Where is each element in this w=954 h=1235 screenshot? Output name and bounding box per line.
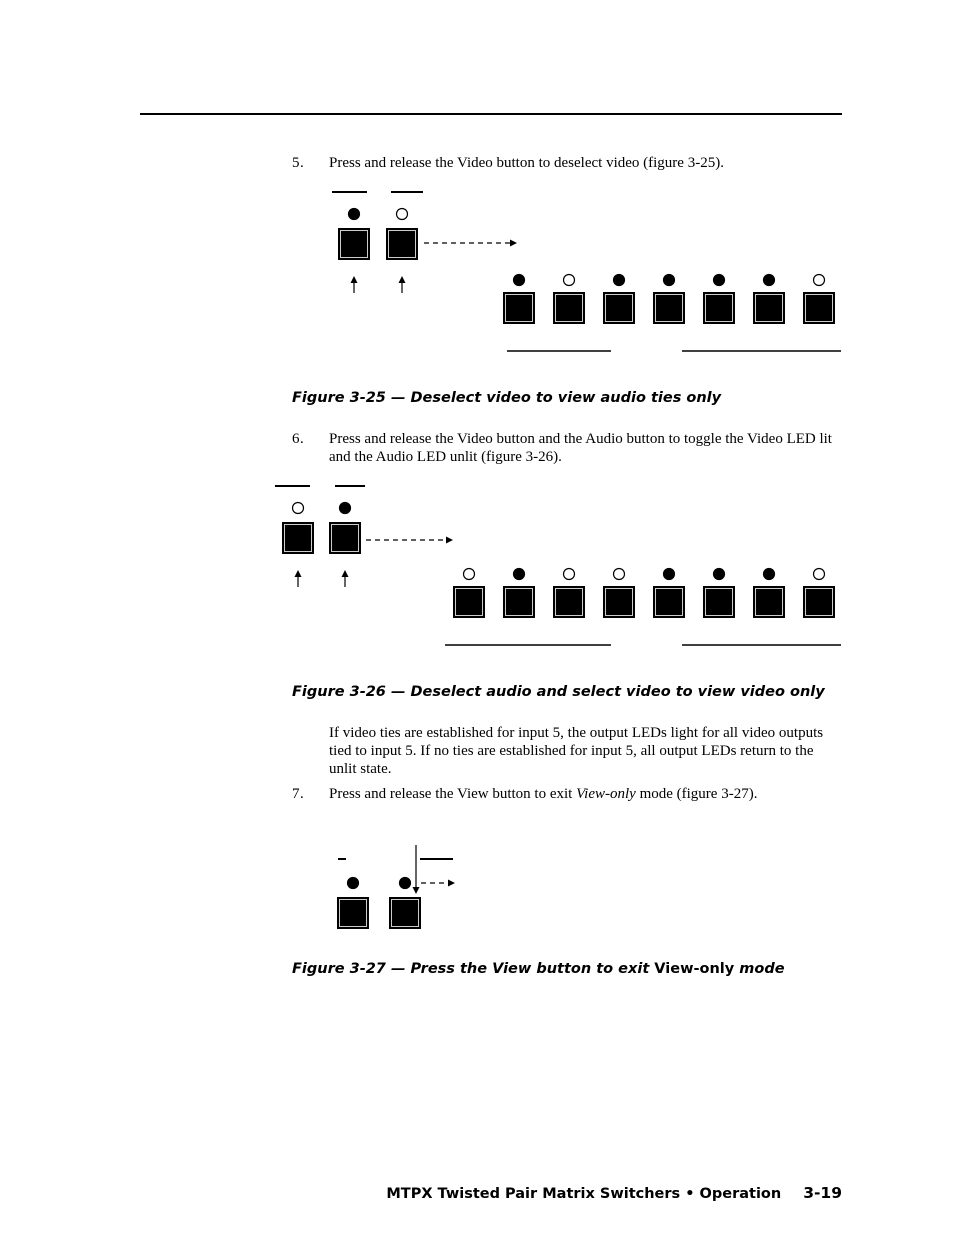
button-bevel xyxy=(392,900,419,927)
led-lit-icon xyxy=(348,878,359,889)
button-bevel xyxy=(556,295,583,322)
button-icon xyxy=(338,228,370,260)
page-number: 3-19 xyxy=(803,1184,842,1202)
step-text: Press and release the View button to exit View-only mode (figure 3-27). xyxy=(329,786,758,802)
led-lit-icon xyxy=(764,275,775,286)
figure-3-26-caption: Figure 3-26 — Deselect audio and select video to view video only xyxy=(292,684,825,700)
button-bevel xyxy=(456,589,483,616)
led-lit-icon xyxy=(514,569,525,580)
button-bevel xyxy=(389,231,416,258)
figure-3-25-caption: Figure 3-25 — Deselect video to view audio ties only xyxy=(292,390,722,406)
step-text: Press and release the Video button and the Audio button to toggle the Video LED lit and the Audio LED unlit (figure 3-26). xyxy=(329,431,832,465)
button-bevel xyxy=(706,589,733,616)
button-icon xyxy=(653,292,685,324)
up-arrow-head xyxy=(295,570,302,577)
arrow-head-icon xyxy=(446,537,453,544)
led-lit-icon xyxy=(614,275,625,286)
button-icon xyxy=(337,897,369,929)
button-icon xyxy=(389,897,421,929)
button-icon xyxy=(503,292,535,324)
button-icon xyxy=(282,522,314,554)
button-bevel xyxy=(756,295,783,322)
button-icon xyxy=(653,586,685,618)
led-unlit-icon xyxy=(564,569,575,580)
footer-title: MTPX Twisted Pair Matrix Switchers • Operation xyxy=(386,1186,782,1202)
button-icon xyxy=(803,586,835,618)
button-icon xyxy=(386,228,418,260)
arrow-head-icon xyxy=(510,240,517,247)
button-bevel xyxy=(285,525,312,552)
button-bevel xyxy=(806,589,833,616)
button-bevel xyxy=(341,231,368,258)
button-icon xyxy=(753,292,785,324)
step-number: 6 xyxy=(292,431,300,447)
button-icon xyxy=(703,586,735,618)
header-rule xyxy=(140,113,842,115)
arrow-head-icon xyxy=(448,880,455,887)
button-bevel xyxy=(706,295,733,322)
button-bevel xyxy=(756,589,783,616)
button-icon xyxy=(503,586,535,618)
led-unlit-icon xyxy=(293,503,304,514)
led-lit-icon xyxy=(340,503,351,514)
button-icon xyxy=(603,292,635,324)
page-footer xyxy=(386,1184,842,1202)
step-text: Press and release the Video button to deselect video (figure 3-25). xyxy=(329,155,724,171)
button-icon xyxy=(703,292,735,324)
button-bevel xyxy=(806,295,833,322)
button-bevel xyxy=(656,295,683,322)
button-icon xyxy=(753,586,785,618)
led-unlit-icon xyxy=(464,569,475,580)
button-bevel xyxy=(506,589,533,616)
button-icon xyxy=(453,586,485,618)
led-lit-icon xyxy=(664,569,675,580)
figure-3-27-caption: Figure 3-27 — Press the View button to exit View-only mode xyxy=(292,961,785,977)
led-lit-icon xyxy=(514,275,525,286)
up-arrow-head xyxy=(399,276,406,283)
button-icon xyxy=(329,522,361,554)
body-paragraph: If video ties are established for input 5, the output LEDs light for all video outputs tied to input 5. If no ties are established for input 5, all output LEDs return to the unlit state. xyxy=(329,725,824,777)
led-lit-icon xyxy=(714,569,725,580)
led-unlit-icon xyxy=(397,209,408,220)
button-bevel xyxy=(506,295,533,322)
button-bevel xyxy=(656,589,683,616)
up-arrow-head xyxy=(342,570,349,577)
led-lit-icon xyxy=(349,209,360,220)
step-number: 7 xyxy=(292,786,300,802)
led-lit-icon xyxy=(400,878,411,889)
led-unlit-icon xyxy=(614,569,625,580)
button-icon xyxy=(553,586,585,618)
led-lit-icon xyxy=(764,569,775,580)
led-unlit-icon xyxy=(814,275,825,286)
button-icon xyxy=(553,292,585,324)
button-bevel xyxy=(606,589,633,616)
button-bevel xyxy=(606,295,633,322)
led-lit-icon xyxy=(714,275,725,286)
button-icon xyxy=(803,292,835,324)
step-number: 5 xyxy=(292,155,300,171)
button-icon xyxy=(603,586,635,618)
up-arrow-head xyxy=(351,276,358,283)
button-bevel xyxy=(340,900,367,927)
led-unlit-icon xyxy=(564,275,575,286)
led-lit-icon xyxy=(664,275,675,286)
led-unlit-icon xyxy=(814,569,825,580)
button-bevel xyxy=(332,525,359,552)
button-bevel xyxy=(556,589,583,616)
down-arrow-head xyxy=(413,887,420,894)
